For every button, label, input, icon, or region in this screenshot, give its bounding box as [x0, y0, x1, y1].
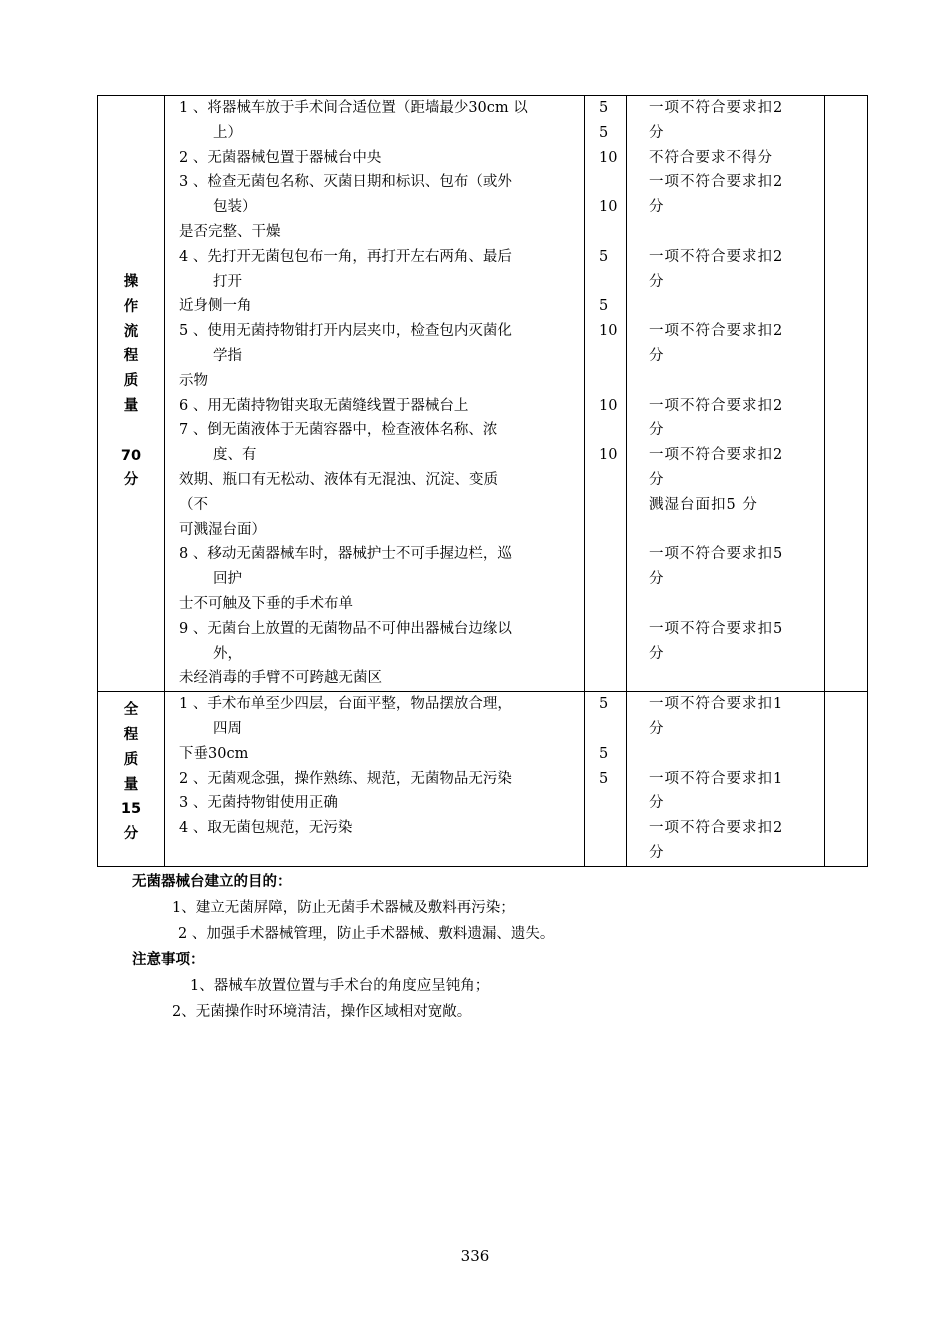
category-char: 质	[123, 373, 139, 390]
score-value: 5	[599, 696, 609, 713]
score-value: 5	[599, 770, 609, 787]
criteria-line: 一项不符合要求扣5	[649, 620, 784, 637]
criteria-line	[649, 369, 824, 394]
purpose-item: 2 、加强手术器械管理，防止手术器械、敷料遗漏、遗失。	[178, 926, 555, 942]
score-value	[599, 666, 626, 691]
score-value	[599, 220, 626, 245]
category-char: 全	[123, 702, 139, 719]
score-value	[599, 170, 626, 195]
criteria-line: 分	[649, 645, 665, 662]
score-value	[599, 717, 626, 742]
item-line: 效期、瓶口有无松动、液体有无混浊、沉淀、变质	[179, 471, 498, 488]
score-value: 5	[599, 100, 609, 116]
page-number: 336	[460, 1247, 490, 1265]
scores-cell	[585, 96, 627, 692]
category-char: 量	[123, 397, 139, 414]
item-line: 7 、倒无菌液体于无菌容器中，检查液体名称、浓	[179, 422, 498, 439]
notes-section	[0, 869, 950, 1025]
note-item: 1、器械车放置位置与手术台的角度应呈钝角；	[190, 978, 490, 994]
category-char: 70	[120, 447, 142, 464]
category-text	[98, 698, 164, 847]
score-value	[599, 344, 626, 369]
score-value	[599, 518, 626, 543]
item-line: 打开	[213, 273, 242, 290]
criteria-line: 一项不符合要求扣2	[649, 820, 784, 837]
remarks-cell	[825, 96, 868, 692]
criteria-line: 分	[649, 571, 665, 588]
criteria-line	[649, 666, 824, 691]
category-cell	[98, 692, 165, 867]
score-value: 10	[599, 199, 618, 216]
grading-table	[97, 95, 868, 867]
criteria-line: 一项不符合要求扣1	[649, 696, 784, 713]
score-value: 10	[599, 323, 618, 340]
criteria-line: 一项不符合要求扣2	[649, 174, 784, 191]
criteria-line: 一项不符合要求扣2	[649, 447, 784, 464]
criteria-line: 一项不符合要求扣2	[649, 248, 784, 265]
item-line: 1 、手术布单至少四层，台面平整，物品摆放合理，	[179, 696, 512, 713]
item-line: 四周	[213, 720, 242, 737]
item-line: 回护	[213, 571, 242, 588]
item-line: 上）	[213, 124, 242, 141]
score-value: 10	[599, 397, 618, 414]
criteria-line: 一项不符合要求扣5	[649, 546, 784, 563]
score-value	[599, 270, 626, 295]
score-value: 10	[599, 149, 618, 166]
category-text	[98, 270, 164, 493]
items-cell	[165, 96, 585, 692]
item-line: 外，	[213, 645, 242, 662]
criteria-line	[649, 742, 824, 767]
item-line: 4 、先打开无菌包包布一角，再打开左右两角、最后	[179, 248, 512, 265]
category-char: 流	[123, 323, 139, 340]
score-value	[599, 468, 626, 493]
score-value: 5	[599, 248, 609, 265]
category-char: 程	[123, 726, 139, 743]
criteria-line: 分	[649, 471, 665, 488]
score-value	[599, 642, 626, 667]
item-line: 士不可触及下垂的手术布单	[179, 595, 353, 612]
category-char: 分	[123, 472, 139, 489]
notes-heading: 注意事项：	[132, 952, 205, 968]
criteria-line: 一项不符合要求扣2	[649, 100, 784, 116]
score-value	[599, 592, 626, 617]
category-char: 操	[123, 274, 139, 290]
criteria-line: 分	[649, 347, 665, 364]
criteria-line	[649, 220, 824, 245]
item-line: 9 、无菌台上放置的无菌物品不可伸出器械台边缘以	[179, 620, 512, 637]
score-value	[599, 841, 626, 866]
item-line: 4 、取无菌包规范，无污染	[179, 820, 353, 837]
category-char: 质	[123, 751, 139, 768]
remarks-cell	[825, 692, 868, 867]
score-value	[599, 418, 626, 443]
item-line: 3 、检查无菌包名称、灭菌日期和标识、包布（或外	[179, 174, 512, 191]
item-line: 2 、无菌器械包置于器械台中央	[179, 149, 382, 166]
criteria-line: 溅湿台面扣5 分	[649, 496, 758, 513]
criteria-line: 一项不符合要求扣2	[649, 323, 784, 340]
score-value	[599, 567, 626, 592]
criteria-cell	[627, 96, 825, 692]
criteria-line: 分	[649, 422, 665, 439]
criteria-line	[649, 294, 824, 319]
item-line: 6 、用无菌持物钳夹取无菌缝线置于器械台上	[179, 397, 469, 414]
criteria-line: 分	[649, 273, 665, 290]
item-line: 5 、使用无菌持物钳打开内层夹巾，检查包内灭菌化	[179, 323, 512, 340]
criteria-line: 分	[649, 720, 665, 737]
score-value	[599, 542, 626, 567]
criteria-line: 不符合要求不得分	[649, 149, 773, 166]
item-line: 8 、移动无菌器械车时，器械护士不可手握边栏，巡	[179, 546, 512, 563]
item-line	[179, 841, 584, 866]
score-value	[599, 493, 626, 518]
criteria-line: 一项不符合要求扣1	[649, 770, 784, 787]
item-line: 1 、将器械车放于手术间合适位置（距墙最少30cm 以	[179, 100, 528, 116]
criteria-line: 分	[649, 844, 665, 861]
item-line: （不	[179, 496, 208, 513]
item-line: 3 、无菌持物钳使用正确	[179, 795, 338, 812]
criteria-line: 一项不符合要求扣2	[649, 397, 784, 414]
item-line: 2 、无菌观念强，操作熟练、规范，无菌物品无污染	[179, 770, 512, 787]
category-cell	[98, 96, 165, 692]
category-char	[98, 419, 164, 444]
score-value: 10	[599, 447, 618, 464]
item-line: 学指	[213, 347, 242, 364]
item-line: 下垂30cm	[179, 745, 249, 762]
category-char: 程	[123, 348, 139, 365]
purpose-item: 1、建立无菌屏障，防止无菌手术器械及敷料再污染；	[172, 900, 515, 916]
item-line: 近身侧一角	[179, 298, 252, 315]
category-char: 15	[120, 801, 142, 818]
criteria-line	[649, 518, 824, 543]
item-line: 是否完整、干燥	[179, 223, 281, 240]
criteria-cell	[627, 692, 825, 867]
category-char: 量	[123, 776, 139, 793]
scores-cell	[585, 692, 627, 867]
category-char: 作	[123, 298, 139, 315]
criteria-line: 分	[649, 124, 665, 141]
score-value	[599, 369, 626, 394]
item-line: 可溅湿台面）	[179, 521, 266, 538]
category-char: 分	[123, 826, 139, 843]
note-item: 2、无菌操作时环境清洁，操作区域相对宽敞。	[172, 1004, 472, 1020]
score-value	[599, 791, 626, 816]
criteria-line: 分	[649, 795, 665, 812]
item-line: 未经消毒的手臂不可跨越无菌区	[179, 670, 382, 687]
score-value: 5	[599, 298, 609, 315]
item-line: 包装）	[213, 199, 257, 216]
items-cell	[165, 692, 585, 867]
score-value: 5	[599, 745, 609, 762]
table-row-overall-quality	[98, 692, 868, 867]
criteria-line: 分	[649, 199, 665, 216]
item-line: 示物	[179, 372, 208, 389]
purpose-heading: 无菌器械台建立的目的：	[132, 874, 292, 890]
score-value	[599, 617, 626, 642]
score-value: 5	[599, 124, 609, 141]
score-value	[599, 816, 626, 841]
item-line: 度、有	[213, 447, 257, 464]
criteria-line	[649, 592, 824, 617]
table-row-operation-quality	[98, 96, 868, 692]
